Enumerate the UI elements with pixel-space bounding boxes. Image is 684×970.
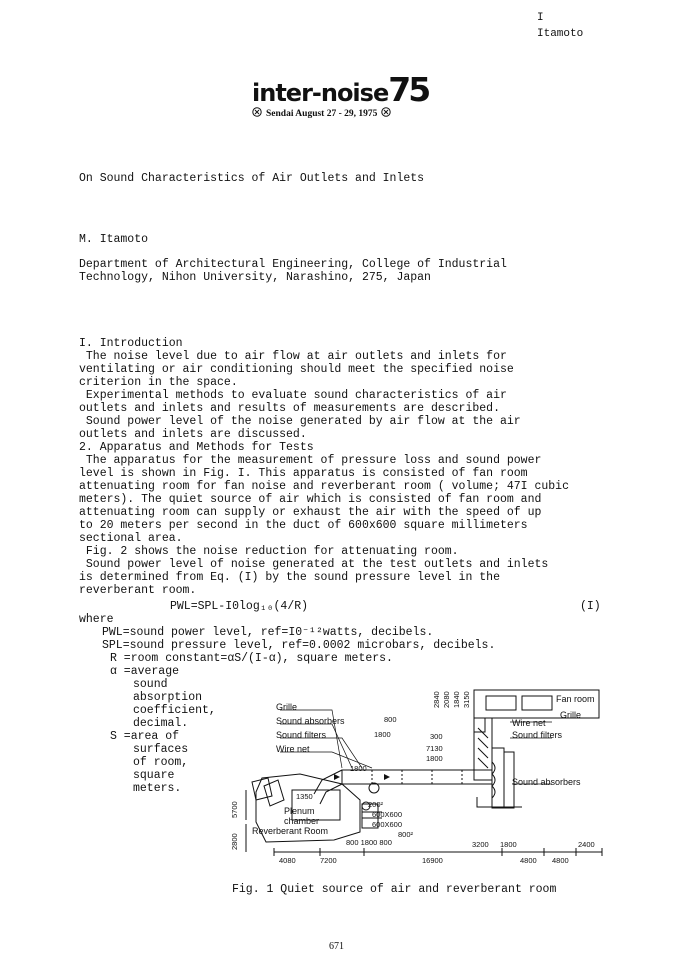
header-mark: I	[537, 12, 544, 24]
definition-line: S =area of	[110, 730, 180, 743]
definition-line: coefficient,	[133, 704, 216, 717]
dim-7130: 7130	[426, 744, 443, 753]
paper-title: On Sound Characteristics of Air Outlets and Inlets	[79, 172, 425, 185]
dim-4080: 4080	[279, 856, 296, 865]
definition-s	[110, 730, 188, 795]
page-number: 671	[329, 941, 344, 952]
label-sound-absorbers: Sound absorbers	[276, 716, 345, 726]
equation-number: (I)	[580, 600, 601, 613]
dim-16900: 16900	[422, 856, 443, 865]
body-line: criterion in the space.	[79, 376, 238, 389]
figure-caption: Fig. 1 Quiet source of air and reverberant room	[232, 883, 557, 896]
label-wire-net-right: Wire net	[512, 718, 546, 728]
dim-1800: 1800	[374, 730, 391, 739]
label-wire-net: Wire net	[276, 744, 310, 754]
dim-800: 800	[384, 715, 397, 724]
body-line: attenuating room for fan noise and reverberant room ( volume; 47I cubic	[79, 480, 569, 493]
dim-2840: 2840	[432, 691, 441, 708]
definition-line: meters.	[133, 782, 182, 795]
label-sound-filters: Sound filters	[276, 730, 327, 740]
logo-text: inter-noise	[252, 79, 389, 107]
body-text	[79, 337, 569, 597]
label-grille: Grille	[276, 702, 298, 712]
body-line: The noise level due to air flow at air outlets and inlets for	[79, 350, 507, 363]
dim-3200: 3200	[472, 840, 489, 849]
where-label: where	[79, 613, 114, 626]
label-plenum: Plenum	[284, 806, 315, 816]
conference-logo	[252, 70, 428, 109]
dim-600x600-a: 600X600	[372, 810, 403, 819]
body-line: Fig. 2 shows the noise reduction for attenuating room.	[79, 545, 459, 558]
paper-author: M. Itamoto	[79, 233, 149, 246]
definition-line: sound	[133, 678, 168, 691]
label-fan-room: Fan room	[556, 694, 595, 704]
definition-line: absorption	[133, 691, 203, 704]
definition-line: α =average	[110, 665, 180, 678]
body-line: reverberant room.	[79, 584, 197, 597]
definition-line: square	[133, 769, 175, 782]
definition-line: surfaces	[133, 743, 189, 756]
body-line: to 20 meters per second in the duct of 600x600 square millimeters	[79, 519, 528, 532]
body-line: meters). The quiet source of air which is consisted of fan room and	[79, 493, 542, 506]
dim-4800-a: 4800	[520, 856, 537, 865]
body-line: 2. Apparatus and Methods for Tests	[79, 441, 314, 454]
conference-venue-line	[252, 107, 391, 120]
dim-200: 200²	[368, 800, 384, 809]
dim-300: 300	[430, 732, 443, 741]
dim-1800-b: 1800	[426, 754, 443, 763]
emblem-icon	[381, 107, 391, 120]
body-line: outlets and inlets and results of measurements are described.	[79, 402, 500, 415]
label-sound-absorbers-right: Sound absorbers	[512, 777, 581, 787]
definition-alpha	[110, 665, 216, 730]
body-line: Sound power level of noise generated at the test outlets and inlets	[79, 558, 549, 571]
definition-line: decimal.	[133, 717, 189, 730]
definition-line: of room,	[133, 756, 189, 769]
affiliation-line-1: Department of Architectural Engineering, College of Industrial	[79, 258, 507, 271]
label-reverberant-room: Reverberant Room	[252, 826, 329, 836]
body-line: outlets and inlets are discussed.	[79, 428, 307, 441]
dim-1800-bottom: 1800	[500, 840, 517, 849]
emblem-icon	[252, 107, 262, 120]
dim-600x600-b: 600X600	[372, 820, 403, 829]
body-line: level is shown in Fig. I. This apparatus is consisted of fan room	[79, 467, 528, 480]
label-grille-right: Grille	[560, 710, 582, 720]
body-line: The apparatus for the measurement of pressure loss and sound power	[79, 454, 542, 467]
logo-year: 75	[388, 70, 429, 109]
dim-800-sq: 800²	[398, 830, 414, 839]
affiliation-line-2: Technology, Nihon University, Narashino, 275, Japan	[79, 271, 431, 284]
equation: PWL=SPL-I0log₁₀(4/R)	[170, 600, 309, 613]
dim-5700: 5700	[230, 801, 239, 818]
conference-venue: Sendai August 27 - 29, 1975	[266, 108, 378, 119]
dim-1840: 1840	[452, 691, 461, 708]
definition-spl: SPL=sound pressure level, ref=0.0002 microbars, decibels.	[102, 639, 496, 652]
body-line: I. Introduction	[79, 337, 183, 350]
body-line: is determined from Eq. (I) by the sound pressure level in the	[79, 571, 500, 584]
dim-7200: 7200	[320, 856, 337, 865]
body-line: sectional area.	[79, 532, 183, 545]
figure-1	[222, 682, 612, 877]
dim-2800: 2800	[230, 833, 239, 850]
body-line: attenuating room can supply or exhaust the air with the speed of up	[79, 506, 542, 519]
dim-2400: 2400	[578, 840, 595, 849]
dim-4800-b: 4800	[552, 856, 569, 865]
label-sound-filters-right: Sound filters	[512, 730, 563, 740]
dim-2080: 2080	[442, 691, 451, 708]
dim-800-1800-800: 800 1800 800	[346, 838, 392, 847]
body-line: ventilating or air conditioning should meet the specified noise	[79, 363, 514, 376]
body-line: Experimental methods to evaluate sound characteristics of air	[79, 389, 507, 402]
definition-pwl: PWL=sound power level, ref=I0⁻¹²watts, decibels.	[102, 626, 434, 639]
dim-1800-c: 1800	[350, 764, 367, 773]
body-line: Sound power level of the noise generated by air flow at the air	[79, 415, 521, 428]
header-author: Itamoto	[537, 28, 584, 40]
definition-r: R =room constant=αS/(I-α), square meters.	[110, 652, 393, 665]
label-chamber: chamber	[284, 816, 320, 826]
dim-1350: 1350	[296, 792, 313, 801]
dim-3150: 3150	[462, 691, 471, 708]
